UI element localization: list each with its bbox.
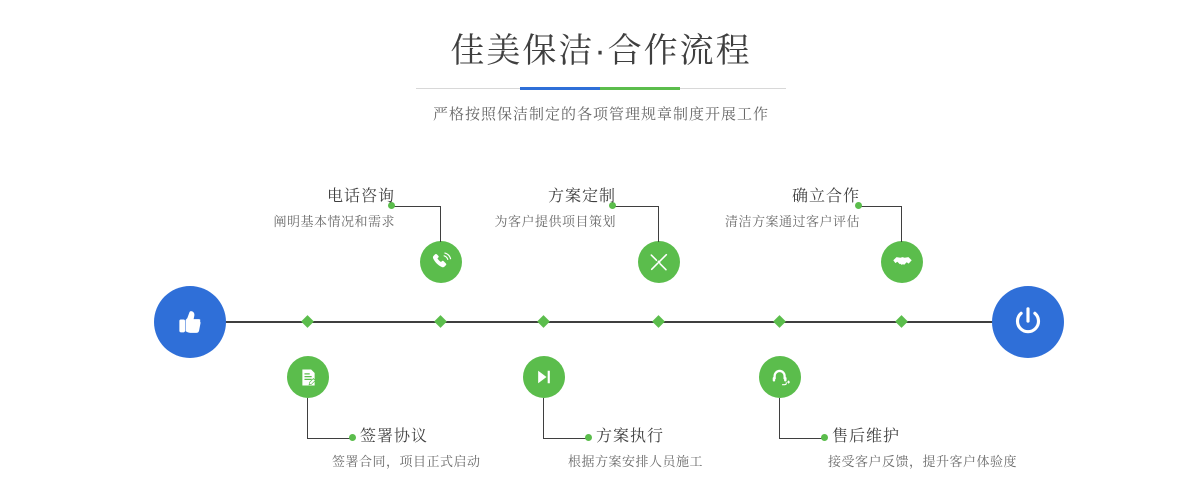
step-label-3: [460, 186, 616, 232]
headset-support-icon: [770, 367, 791, 388]
step-dot-6: [821, 434, 828, 441]
step-node-1: [420, 241, 462, 283]
step-node-3: [638, 241, 680, 283]
step-node-4: [523, 356, 565, 398]
page-subtitle: 严格按照保洁制定的各项管理规章制度开展工作: [432, 106, 769, 123]
step-name-5: 确立合作: [791, 188, 860, 205]
step-connector-3-horizontal: [612, 206, 659, 207]
step-marker-1: [434, 315, 447, 328]
step-desc-6: 接受客户反馈，提升客户体验度: [828, 454, 1018, 469]
step-connector-1-horizontal: [391, 206, 441, 207]
step-marker-2: [301, 315, 314, 328]
step-name-2: 签署协议: [360, 428, 429, 445]
step-node-5: [881, 241, 923, 283]
step-label-6: [828, 426, 1018, 472]
step-label-5: [700, 186, 860, 232]
phone-call-icon: [430, 251, 452, 273]
step-connector-4-horizontal: [543, 438, 587, 439]
step-connector-6-horizontal: [779, 438, 823, 439]
step-name-3: 方案定制: [547, 188, 616, 205]
step-connector-5-horizontal: [858, 206, 902, 207]
pen-tools-icon: [648, 251, 670, 273]
step-dot-2: [349, 434, 356, 441]
step-label-2: [332, 426, 481, 472]
step-connector-5-vertical: [901, 206, 902, 242]
step-connector-2-vertical: [307, 398, 308, 438]
step-connector-1-vertical: [440, 206, 441, 242]
thumbs-up-icon: [173, 305, 207, 339]
step-name-1: 电话咨询: [326, 188, 395, 205]
step-desc-2: 签署合同，项目正式启动: [332, 454, 481, 469]
step-dot-4: [585, 434, 592, 441]
power-icon: [1010, 304, 1046, 340]
play-forward-icon: [534, 367, 554, 387]
step-desc-1: 阐明基本情况和需求: [273, 214, 395, 229]
flow-start-node: [154, 286, 226, 358]
step-name-4: 方案执行: [596, 428, 665, 445]
document-edit-icon: [298, 367, 319, 388]
step-desc-3: 为客户提供项目策划: [494, 214, 616, 229]
flow-end-node: [992, 286, 1064, 358]
step-label-1: [255, 186, 395, 232]
step-connector-2-horizontal: [307, 438, 351, 439]
step-node-6: [759, 356, 801, 398]
step-label-4: [568, 426, 704, 472]
step-desc-4: 根据方案安排人员施工: [568, 454, 704, 469]
step-connector-3-vertical: [658, 206, 659, 242]
step-connector-4-vertical: [543, 398, 544, 438]
step-node-2: [287, 356, 329, 398]
step-marker-6: [773, 315, 786, 328]
step-desc-5: 清洁方案通过客户评估: [724, 214, 860, 229]
handshake-icon: [891, 251, 914, 274]
step-marker-5: [895, 315, 908, 328]
step-marker-4: [537, 315, 550, 328]
step-marker-3: [652, 315, 665, 328]
page-title: 佳美保洁·合作流程: [450, 32, 752, 70]
step-connector-6-vertical: [779, 398, 780, 438]
step-name-6: 售后维护: [832, 428, 901, 445]
